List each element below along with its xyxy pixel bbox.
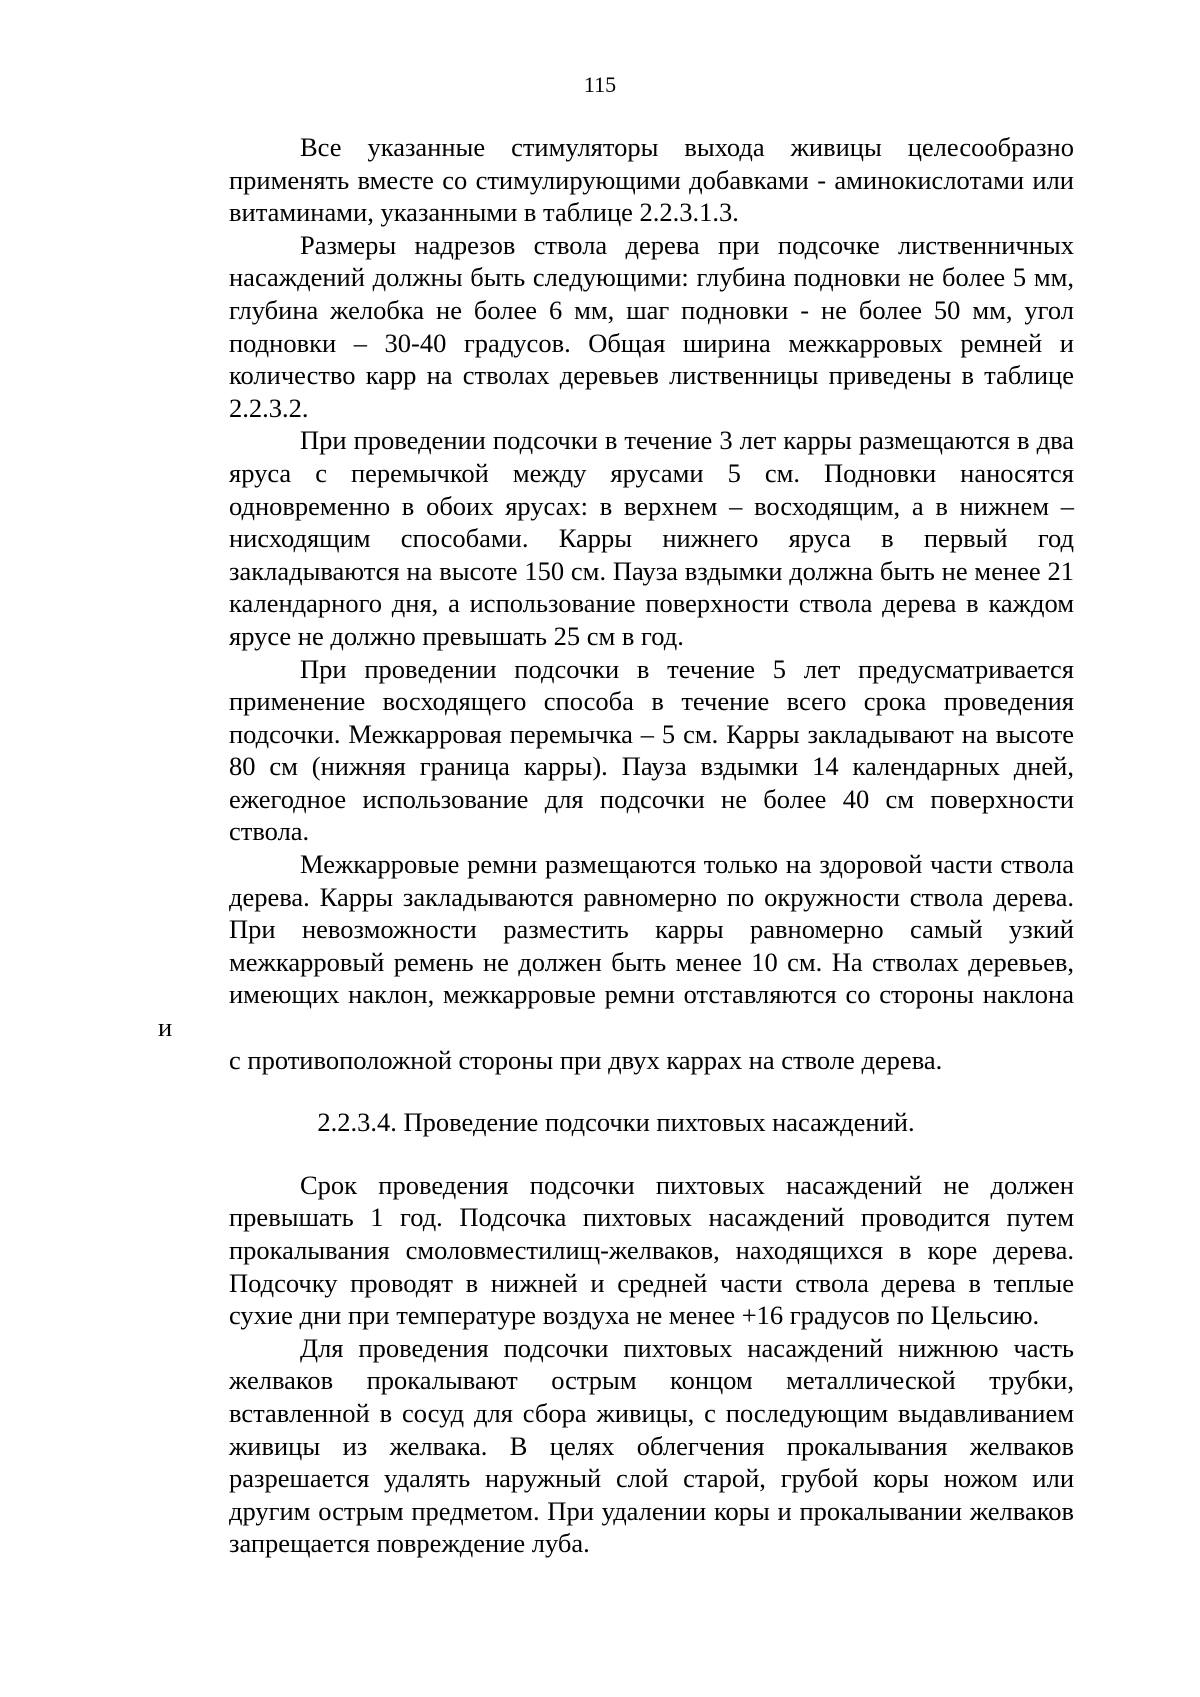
text-line: 80 см (нижняя граница карры). Пауза вздымки 14 календарных дней,	[229, 751, 1074, 782]
paragraphs-after	[158, 1169, 1074, 1560]
text-line: подновки – 30-40 градусов. Общая ширина межкарровых ремней и	[229, 327, 1074, 358]
document-body	[158, 131, 1074, 1560]
text-line: закладываются на высоте 150 см. Пауза вздымки должна быть не менее 21	[229, 555, 1074, 586]
text-line: витаминами, указанными в таблице 2.2.3.1.3.	[229, 197, 739, 228]
text-line: ежегодное использование для подсочки не более 40 см поверхности	[229, 783, 1074, 814]
paragraph	[158, 229, 1074, 425]
text-line: Подсочку проводят в нижней и средней части ствола дерева в теплые	[229, 1267, 1074, 1298]
paragraph	[158, 131, 1074, 229]
text-line: живицы из желвака. В целях облегчения прокалывания желваков	[229, 1430, 1074, 1461]
text-line: глубина желобка не более 6 мм, шаг подновки - не более 50 мм, угол	[229, 294, 1074, 325]
text-line: сухие дни при температуре воздуха не менее +16 градусов по Цельсию.	[229, 1300, 1040, 1331]
text-line: насаждений должны быть следующими: глубина подновки не более 5 мм,	[229, 262, 1074, 293]
page-number: 115	[583, 72, 617, 97]
text-line: запрещается повреждение луба.	[229, 1528, 590, 1559]
text-line: применение восходящего способа в течение всего срока проведения	[229, 686, 1074, 717]
text-line: 2.2.3.2.	[229, 392, 309, 423]
text-line: При невозможности разместить карры равномерно самый узкий	[229, 914, 1074, 945]
text-line: яруса с перемычкой между ярусами 5 см. Подновки наносятся	[229, 457, 1074, 488]
text-line: другим острым предметом. При удалении коры и прокалывании желваков	[229, 1495, 1074, 1526]
text-line: вставленной в сосуд для сбора живицы, с последующим выдавливанием	[229, 1397, 1074, 1428]
section-heading: 2.2.3.4. Проведение подсочки пихтовых насаждений.	[317, 1107, 915, 1138]
text-line: календарного дня, а использование поверхности ствола дерева в каждом	[229, 588, 1074, 619]
text-line: Срок проведения подсочки пихтовых насаждений не должен	[300, 1169, 1074, 1200]
text-line: ствола.	[229, 816, 310, 847]
paragraph	[158, 848, 1074, 1076]
text-line: Для проведения подсочки пихтовых насаждений нижнюю часть	[300, 1332, 1074, 1363]
text-line: межкарровый ремень не должен быть менее 10 см. На стволах деревьев,	[229, 946, 1074, 977]
text-line: подсочки. Межкарровая перемычка – 5 см. Карры закладывают на высоте	[229, 718, 1074, 749]
text-line: Межкарровые ремни размещаются только на здоровой части ствола	[300, 849, 1074, 880]
text-line: одновременно в обоих ярусах: в верхнем – восходящим, а в нижнем –	[229, 490, 1074, 521]
text-line: Все указанные стимуляторы выхода живицы целесообразно	[300, 132, 1074, 162]
text-line: превышать 1 год. Подсочка пихтовых насаждений проводится путем	[229, 1202, 1074, 1233]
paragraph	[158, 1332, 1074, 1560]
text-line: При проведении подсочки в течение 5 лет предусматривается	[300, 653, 1074, 684]
text-line: имеющих наклон, межкарровые ремни отставляются со стороны наклона и	[158, 979, 1074, 1043]
text-line: количество карр на стволах деревьев лиственницы приведены в таблице	[229, 360, 1074, 391]
text-line: ярусе не должно превышать 25 см в год.	[229, 620, 684, 651]
text-line: желваков прокалывают острым концом металлической трубки,	[229, 1365, 1074, 1396]
text-line: разрешается удалять наружный слой старой, грубой коры ножом или	[229, 1463, 1074, 1494]
text-line: с противоположной стороны при двух каррах на стволе дерева.	[229, 1044, 943, 1075]
text-line: дерева. Карры закладываются равномерно по окружности ствола дерева.	[229, 881, 1074, 912]
text-line: прокалывания смоловместилищ-желваков, находящихся в коре дерева.	[229, 1235, 1074, 1265]
text-line: нисходящим способами. Карры нижнего яруса в первый год	[229, 523, 1074, 554]
text-line: Размеры надрезов ствола дерева при подсочке лиственничных	[300, 229, 1074, 260]
text-line: применять вместе со стимулирующими добавками - аминокислотами или	[229, 164, 1074, 195]
paragraph	[158, 424, 1074, 652]
paragraph	[158, 653, 1074, 849]
paragraph	[158, 1169, 1074, 1332]
text-line: При проведении подсочки в течение 3 лет карры размещаются в два	[300, 425, 1074, 456]
paragraphs-before	[158, 131, 1074, 1076]
